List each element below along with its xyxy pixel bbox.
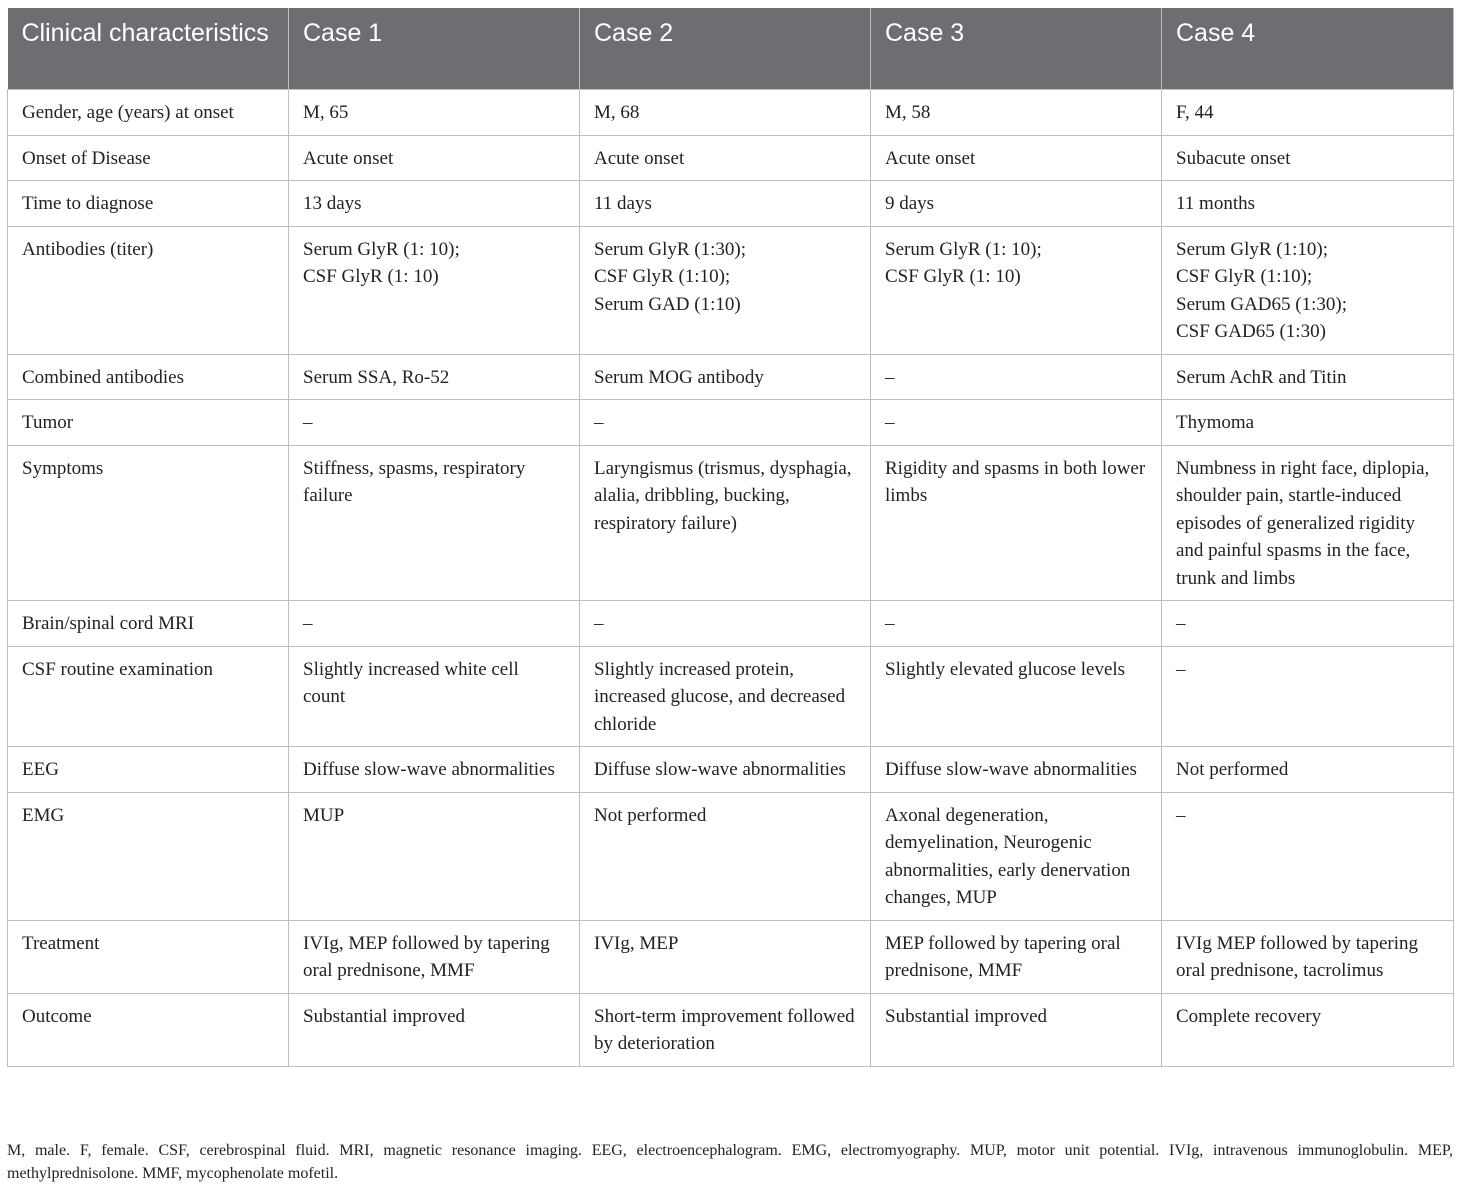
- table-cell-case-2: [580, 445, 871, 601]
- table-cell-case-2: [580, 747, 871, 793]
- table-cell-case-1: [289, 226, 580, 354]
- cell-text-line: Serum MOG antibody: [594, 366, 764, 388]
- cell-text-line: Serum AchR and Titin: [1176, 366, 1347, 388]
- table-cell-case-1: [289, 400, 580, 446]
- table-cell-case-4: [1162, 226, 1454, 354]
- table-cell-case-2: [580, 400, 871, 446]
- table-cell-case-1: [289, 792, 580, 920]
- cell-text-line: –: [1176, 658, 1186, 680]
- table-footnote: M, male. F, female. CSF, cerebrospinal fluid. MRI, magnetic resonance imaging. EEG, electroencephalogram. EMG, electromyography. MUP, motor unit potential. IVIg, intravenous immunoglobulin. MEP, methylprednisolone. MMF, mycophenolate mofetil.: [7, 1142, 1453, 1182]
- table-row: [8, 792, 1454, 920]
- cell-text-line: 13 days: [303, 193, 362, 214]
- table-cell-case-1: [289, 354, 580, 400]
- row-label: Outcome: [8, 993, 289, 1066]
- table-row: [8, 90, 1454, 136]
- table-cell-case-4: [1162, 747, 1454, 793]
- table-row: [8, 993, 1454, 1066]
- cell-text-line: Complete recovery: [1176, 1005, 1322, 1027]
- table-cell-case-2: [580, 601, 871, 647]
- cell-text-line: Slightly increased white cell count: [303, 658, 519, 707]
- cell-text-line: Diffuse slow-wave abnormalities: [594, 759, 846, 780]
- cell-text-line: Slightly elevated glucose levels: [885, 658, 1126, 680]
- cell-text-line: CSF GAD65 (1:30): [1176, 321, 1326, 342]
- table-cell-case-4: [1162, 920, 1454, 993]
- cell-text-line: –: [885, 412, 895, 433]
- cell-text-line: MUP: [303, 804, 345, 826]
- table-cell-case-2: [580, 993, 871, 1066]
- table-row: [8, 920, 1454, 993]
- header-case-3: Case 3: [871, 8, 1162, 90]
- table-cell-case-4: [1162, 601, 1454, 647]
- cell-text-line: Serum GAD (1:10): [594, 293, 741, 315]
- cell-text-line: Not performed: [594, 804, 707, 826]
- table-cell-case-3: [871, 792, 1162, 920]
- row-label: Brain/spinal cord MRI: [8, 601, 289, 647]
- table-cell-case-3: [871, 601, 1162, 647]
- table-header-row: [8, 8, 1454, 90]
- table-cell-case-2: [580, 135, 871, 181]
- table-cell-case-1: [289, 920, 580, 993]
- header-case-4: Case 4: [1162, 8, 1454, 90]
- table-row: [8, 445, 1454, 601]
- cell-text-line: CSF GlyR (1:10);: [1176, 266, 1313, 287]
- cell-text-line: –: [1176, 804, 1186, 826]
- table-row: [8, 747, 1454, 793]
- row-label: Combined antibodies: [8, 354, 289, 400]
- table-cell-case-3: [871, 135, 1162, 181]
- row-label: Antibodies (titer): [8, 226, 289, 354]
- table-cell-case-3: [871, 993, 1162, 1066]
- row-label: EEG: [8, 747, 289, 793]
- cell-text-line: Serum GlyR (1:10);: [1176, 238, 1328, 260]
- cell-text-line: Acute onset: [594, 147, 685, 169]
- cell-text-line: F, 44: [1176, 102, 1214, 123]
- cell-text-line: CSF GlyR (1: 10): [885, 266, 1021, 287]
- table-cell-case-2: [580, 920, 871, 993]
- cell-text-line: Substantial improved: [885, 1005, 1048, 1027]
- table-cell-case-3: [871, 226, 1162, 354]
- table-cell-case-3: [871, 920, 1162, 993]
- table-cell-case-3: [871, 400, 1162, 446]
- table-cell-case-1: [289, 135, 580, 181]
- row-label: Gender, age (years) at onset: [8, 90, 289, 136]
- table-cell-case-1: [289, 181, 580, 227]
- clinical-characteristics-table: [7, 8, 1454, 1067]
- cell-text-line: Axonal degeneration, demyelination, Neurogenic abnormalities, early denervation changes, MUP: [885, 804, 1131, 908]
- cell-text-line: Diffuse slow-wave abnormalities: [885, 759, 1137, 780]
- table-row: [8, 226, 1454, 354]
- cell-text-line: 11 months: [1176, 193, 1255, 214]
- cell-text-line: Acute onset: [885, 147, 976, 169]
- table-cell-case-1: [289, 445, 580, 601]
- cell-text-line: –: [594, 613, 604, 634]
- table-cell-case-3: [871, 747, 1162, 793]
- table-cell-case-2: [580, 90, 871, 136]
- cell-text-line: CSF GlyR (1:10);: [594, 266, 731, 287]
- cell-text-line: Short-term improvement followed by deterioration: [594, 1005, 855, 1054]
- table-cell-case-2: [580, 226, 871, 354]
- row-label: Symptoms: [8, 445, 289, 601]
- table-row: [8, 181, 1454, 227]
- cell-text-line: Thymoma: [1176, 412, 1255, 433]
- cell-text-line: MEP followed by tapering oral prednisone, MMF: [885, 932, 1121, 981]
- cell-text-line: 9 days: [885, 193, 935, 214]
- cell-text-line: Serum GAD65 (1:30);: [1176, 293, 1347, 315]
- table-cell-case-2: [580, 792, 871, 920]
- cell-text-line: Diffuse slow-wave abnormalities: [303, 759, 555, 780]
- table-cell-case-1: [289, 993, 580, 1066]
- cell-text-line: Laryngismus (trismus, dysphagia, alalia, dribbling, bucking, respiratory failure): [594, 457, 852, 534]
- row-label: Time to diagnose: [8, 181, 289, 227]
- clinical-table-container: [7, 8, 1453, 1067]
- table-cell-case-4: [1162, 445, 1454, 601]
- table-row: [8, 601, 1454, 647]
- table-cell-case-3: [871, 90, 1162, 136]
- cell-text-line: –: [1176, 613, 1186, 634]
- header-clinical-characteristics: Clinical characteristics: [8, 8, 289, 90]
- table-cell-case-3: [871, 181, 1162, 227]
- table-cell-case-1: [289, 747, 580, 793]
- cell-text-line: Stiffness, spasms, respiratory failure: [303, 457, 526, 506]
- cell-text-line: –: [885, 366, 895, 388]
- cell-text-line: Rigidity and spasms in both lower limbs: [885, 457, 1146, 506]
- row-label: CSF routine examination: [8, 646, 289, 747]
- table-cell-case-4: [1162, 135, 1454, 181]
- table-cell-case-1: [289, 601, 580, 647]
- table-cell-case-2: [580, 646, 871, 747]
- cell-text-line: Serum GlyR (1: 10);: [885, 238, 1042, 260]
- row-label: Tumor: [8, 400, 289, 446]
- cell-text-line: –: [303, 412, 313, 433]
- table-cell-case-4: [1162, 90, 1454, 136]
- table-cell-case-1: [289, 90, 580, 136]
- cell-text-line: CSF GlyR (1: 10): [303, 266, 439, 287]
- row-label: EMG: [8, 792, 289, 920]
- table-cell-case-4: [1162, 792, 1454, 920]
- cell-text-line: Not performed: [1176, 759, 1289, 780]
- cell-text-line: –: [594, 412, 604, 433]
- cell-text-line: IVIg, MEP followed by tapering oral prednisone, MMF: [303, 932, 550, 981]
- cell-text-line: Substantial improved: [303, 1005, 466, 1027]
- cell-text-line: Slightly increased protein, increased glucose, and decreased chloride: [594, 658, 846, 735]
- cell-text-line: M, 65: [303, 102, 349, 123]
- table-cell-case-3: [871, 445, 1162, 601]
- cell-text-line: Numbness in right face, diplopia, shoulder pain, startle-induced episodes of generalized rigidity and painful spasms in the face, trunk and limbs: [1176, 457, 1430, 589]
- table-cell-case-4: [1162, 646, 1454, 747]
- cell-text-line: 11 days: [594, 193, 652, 214]
- cell-text-line: Serum SSA, Ro-52: [303, 366, 450, 388]
- cell-text-line: Serum GlyR (1: 10);: [303, 238, 460, 260]
- table-cell-case-4: [1162, 181, 1454, 227]
- table-cell-case-3: [871, 354, 1162, 400]
- cell-text-line: –: [303, 613, 313, 634]
- table-cell-case-4: [1162, 400, 1454, 446]
- cell-text-line: Acute onset: [303, 147, 394, 169]
- table-row: [8, 646, 1454, 747]
- header-case-1: Case 1: [289, 8, 580, 90]
- table-cell-case-3: [871, 646, 1162, 747]
- table-cell-case-4: [1162, 993, 1454, 1066]
- table-cell-case-1: [289, 646, 580, 747]
- cell-text-line: IVIg, MEP: [594, 932, 679, 954]
- cell-text-line: M, 68: [594, 102, 640, 123]
- cell-text-line: –: [885, 613, 895, 634]
- table-row: [8, 135, 1454, 181]
- table-row: [8, 354, 1454, 400]
- cell-text-line: Serum GlyR (1:30);: [594, 238, 746, 260]
- table-cell-case-2: [580, 354, 871, 400]
- cell-text-line: M, 58: [885, 102, 931, 123]
- row-label: Treatment: [8, 920, 289, 993]
- table-cell-case-4: [1162, 354, 1454, 400]
- table-cell-case-2: [580, 181, 871, 227]
- header-case-2: Case 2: [580, 8, 871, 90]
- cell-text-line: Subacute onset: [1176, 147, 1291, 169]
- table-row: [8, 400, 1454, 446]
- cell-text-line: IVIg MEP followed by tapering oral prednisone, tacrolimus: [1176, 932, 1419, 981]
- row-label: Onset of Disease: [8, 135, 289, 181]
